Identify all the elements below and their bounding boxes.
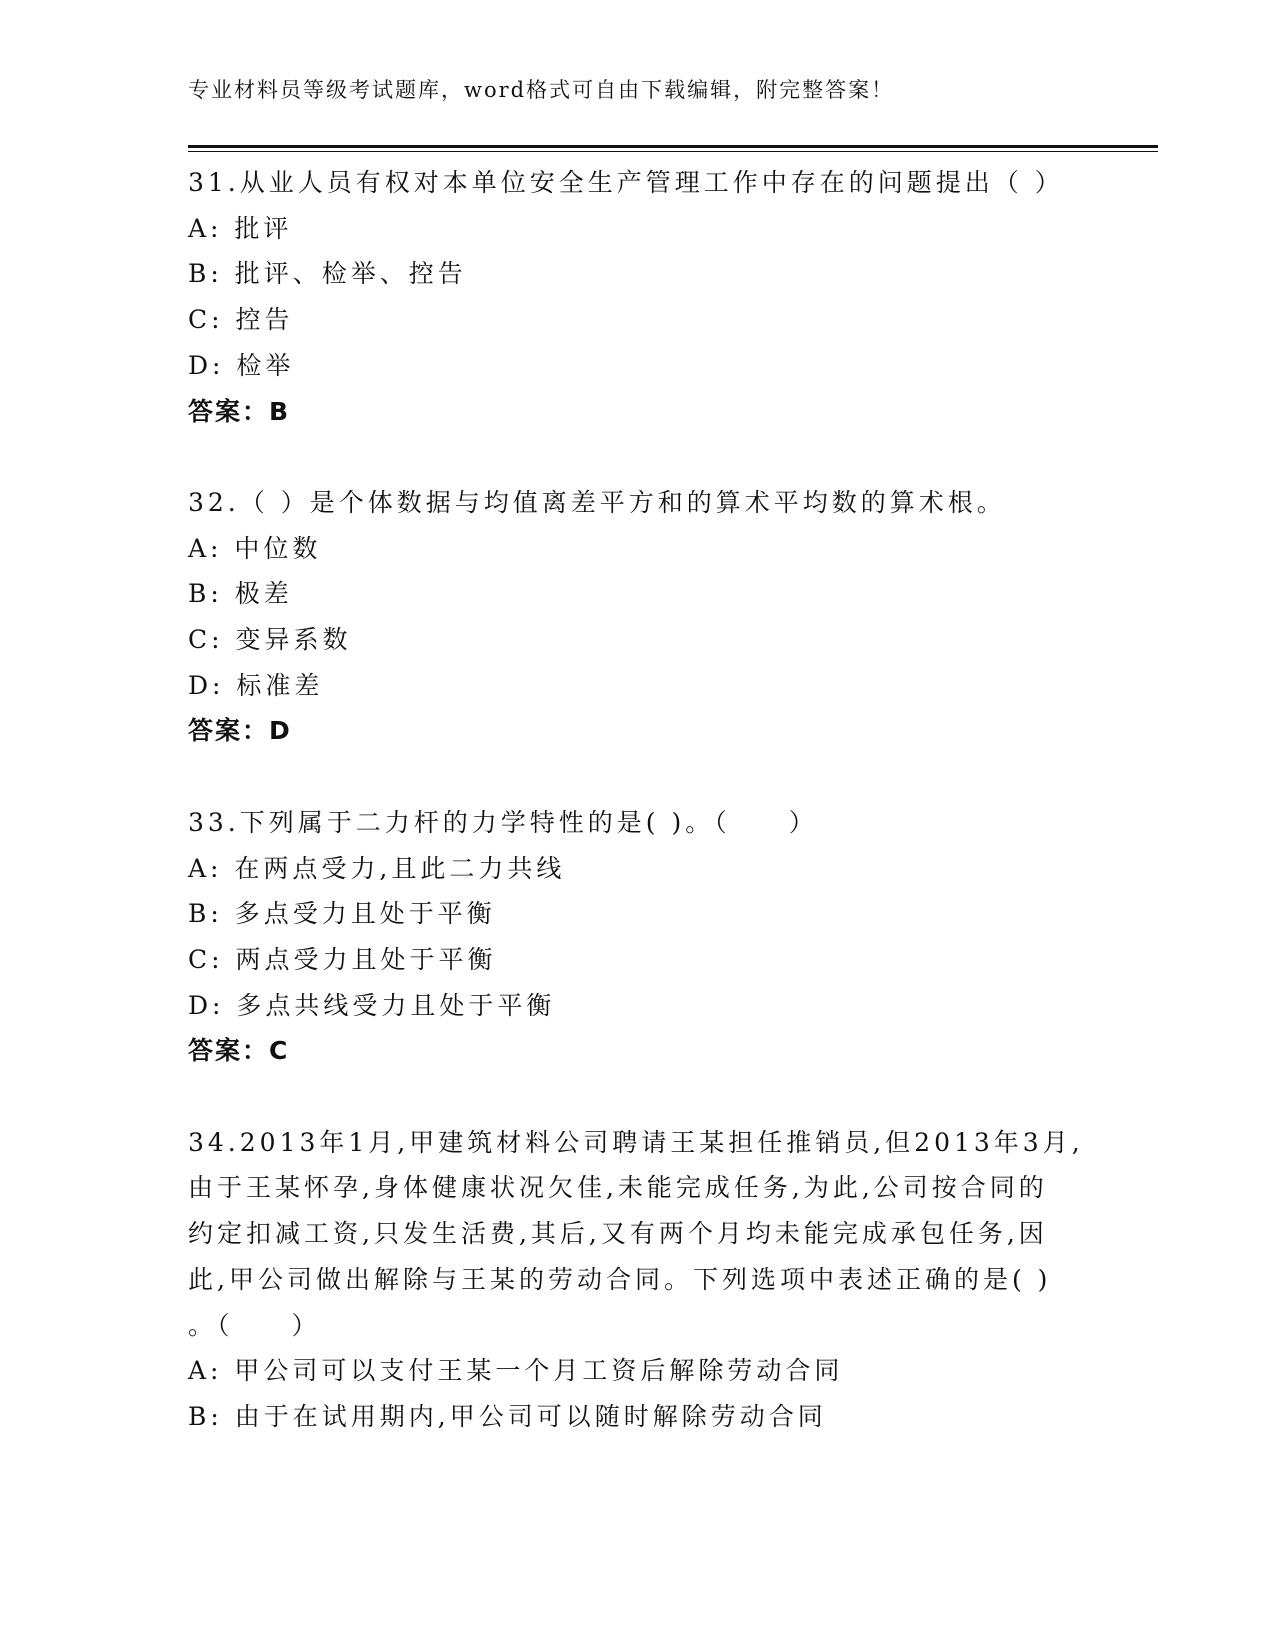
option-line: D: 标准差 — [188, 670, 324, 700]
option-line: C: 两点受力且处于平衡 — [188, 944, 497, 974]
option-line: D: 检举 — [188, 350, 295, 380]
header-rule-thick — [188, 145, 1158, 148]
question-stem-line: 约定扣减工资,只发生活费,其后,又有两个月均未能完成承包任务,因 — [188, 1219, 1048, 1249]
question-stem-line: 。（ ） — [188, 1310, 321, 1340]
question-stem-line: 34.2013年1月,甲建筑材料公司聘请王某担任推销员,但2013年3月, — [188, 1127, 1084, 1157]
answer-line: 答案：C — [188, 1036, 290, 1066]
option-line: B: 极差 — [188, 579, 293, 609]
header-rule-thin — [188, 151, 1158, 152]
option-line: D: 多点共线受力且处于平衡 — [188, 990, 556, 1020]
option-line: B: 批评、检举、控告 — [188, 259, 467, 289]
option-line: A: 在两点受力,且此二力共线 — [188, 853, 566, 883]
option-line: A: 中位数 — [188, 533, 322, 563]
option-line: A: 甲公司可以支付王某一个月工资后解除劳动合同 — [188, 1356, 844, 1386]
answer-line: 答案：B — [188, 396, 291, 426]
question-block — [188, 480, 1093, 754]
answer-line: 答案：D — [188, 716, 292, 746]
question-stem-line: 由于王某怀孕,身体健康状况欠佳,未能完成任务,为此,公司按合同的 — [188, 1173, 1048, 1203]
option-line: C: 变异系数 — [188, 625, 352, 655]
question-block — [188, 800, 1093, 1074]
question-stem-line: 33.下列属于二力杆的力学特性的是( )。（ ） — [188, 807, 818, 837]
question-block — [188, 1120, 1093, 1440]
question-list — [188, 160, 1093, 1440]
question-block — [188, 160, 1093, 434]
page-header: 专业材料员等级考试题库，word格式可自由下载编辑，附完整答案！ — [188, 78, 895, 102]
question-stem-line: 32.（ ）是个体数据与均值离差平方和的算术平均数的算术根。 — [188, 487, 1006, 517]
option-line: B: 多点受力且处于平衡 — [188, 899, 496, 929]
option-line: B: 由于在试用期内,甲公司可以随时解除劳动合同 — [188, 1401, 827, 1431]
option-line: A: 批评 — [188, 213, 293, 243]
question-stem-line: 此,甲公司做出解除与王某的劳动合同。下列选项中表述正确的是( ) — [188, 1264, 1052, 1294]
option-line: C: 控告 — [188, 305, 294, 335]
question-stem-line: 31.从业人员有权对本单位安全生产管理工作中存在的问题提出（ ） — [188, 168, 1064, 197]
